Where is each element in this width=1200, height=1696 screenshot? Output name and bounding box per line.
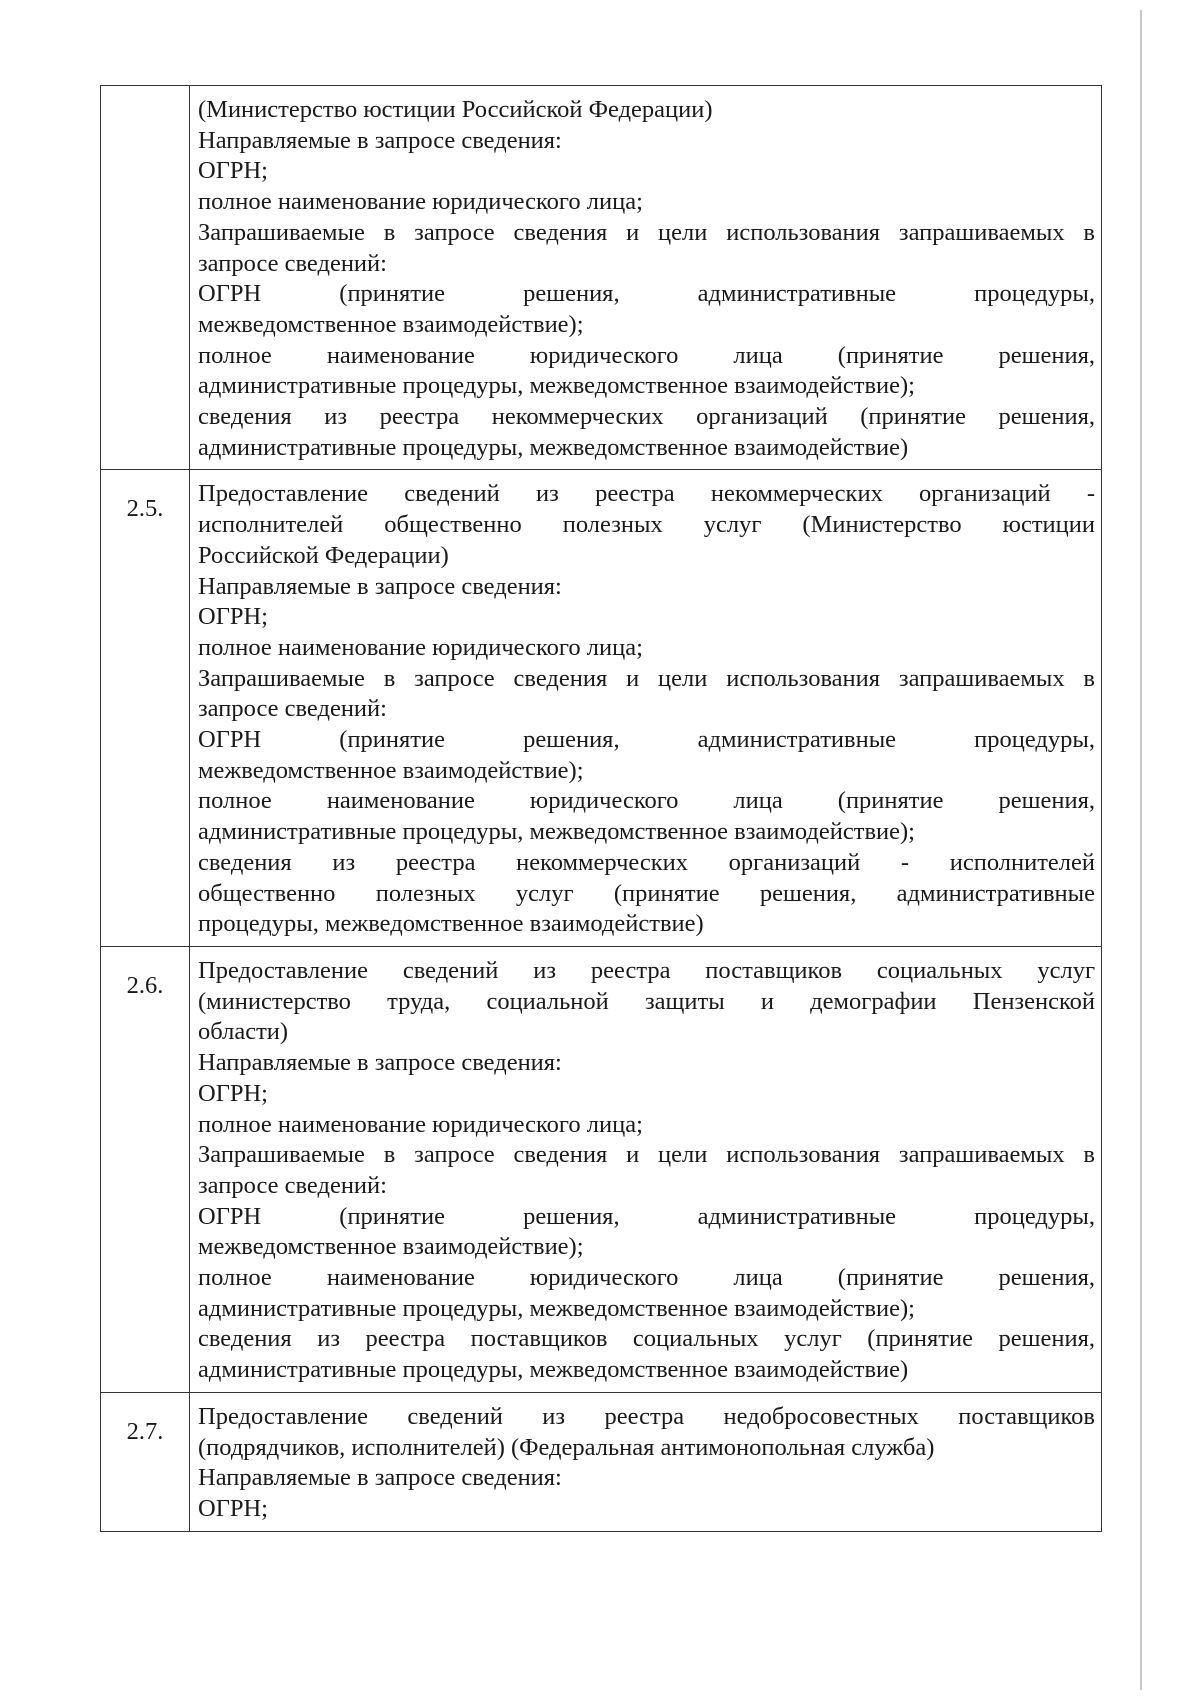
text-line: административные процедуры, межведомственное взаимодействие); — [198, 1294, 915, 1322]
text-line: ОГРН; — [198, 157, 268, 185]
text-line: Российской Федерации) — [198, 541, 449, 569]
text-line: административные процедуры, межведомственное взаимодействие) — [198, 433, 909, 461]
row-number: 2.5. — [101, 470, 190, 947]
text-line: ОГРН; — [198, 603, 268, 631]
text-line: Предоставление сведений из реестра поставщиков социальных услуг — [198, 956, 1095, 984]
table-row — [101, 86, 1102, 470]
text-line: Направляемые в запросе сведения: — [198, 126, 562, 154]
text-line: сведения из реестра поставщиков социальных услуг (принятие решения, — [198, 1325, 1095, 1353]
text-line: Запрашиваемые в запросе сведения и цели использования запрашиваемых в — [198, 218, 1095, 246]
text-line: сведения из реестра некоммерческих организаций - исполнителей — [198, 848, 1095, 876]
row-description — [190, 470, 1102, 947]
text-line: полное наименование юридического лица (принятие решения, — [198, 787, 1095, 815]
text-line: Запрашиваемые в запросе сведения и цели использования запрашиваемых в — [198, 1141, 1095, 1169]
text-line: Направляемые в запросе сведения: — [198, 1464, 562, 1492]
text-line: ОГРН (принятие решения, административные процедуры, — [198, 1202, 1095, 1230]
text-line: процедуры, межведомственное взаимодействие) — [198, 910, 704, 938]
text-line: полное наименование юридического лица; — [198, 188, 643, 216]
row-number — [101, 86, 190, 470]
services-table — [100, 85, 1102, 1532]
text-line: области) — [198, 1018, 289, 1046]
text-line: запросе сведений: — [198, 249, 387, 277]
text-line: межведомственное взаимодействие); — [198, 756, 584, 784]
text-line: полное наименование юридического лица; — [198, 1110, 643, 1138]
table-body — [101, 86, 1102, 1532]
text-line: Направляемые в запросе сведения: — [198, 572, 562, 600]
text-line: (Министерство юстиции Российской Федерации) — [198, 96, 713, 123]
text-line: ОГРН (принятие решения, административные процедуры, — [198, 280, 1095, 308]
table-row — [101, 1392, 1102, 1531]
text-line: сведения из реестра некоммерческих организаций (принятие решения, — [198, 403, 1095, 431]
text-line: ОГРН; — [198, 1079, 268, 1107]
text-line: Направляемые в запросе сведения: — [198, 1049, 562, 1077]
text-line: (подрядчиков, исполнителей) (Федеральная антимонопольная служба) — [198, 1433, 935, 1461]
text-line: Запрашиваемые в запросе сведения и цели использования запрашиваемых в — [198, 664, 1095, 692]
text-line: межведомственное взаимодействие); — [198, 1233, 584, 1261]
text-line: административные процедуры, межведомственное взаимодействие); — [198, 372, 915, 400]
text-line: ОГРН; — [198, 1494, 268, 1522]
table-row — [101, 946, 1102, 1392]
text-line: межведомственное взаимодействие); — [198, 310, 584, 338]
text-line: административные процедуры, межведомственное взаимодействие) — [198, 1356, 909, 1384]
text-line: административные процедуры, межведомственное взаимодействие); — [198, 818, 915, 846]
text-line: исполнителей общественно полезных услуг (Министерство юстиции — [198, 511, 1095, 539]
text-line: ОГРН (принятие решения, административные процедуры, — [198, 726, 1095, 754]
text-line: полное наименование юридического лица (принятие решения, — [198, 1264, 1095, 1292]
row-description — [190, 86, 1102, 470]
text-line: полное наименование юридического лица; — [198, 633, 643, 661]
text-line: Предоставление сведений из реестра некоммерческих организаций - — [198, 480, 1095, 508]
text-line: общественно полезных услуг (принятие решения, административные — [198, 879, 1095, 907]
table-row — [101, 470, 1102, 947]
row-description — [190, 1392, 1102, 1531]
text-line: Предоставление сведений из реестра недобросовестных поставщиков — [198, 1402, 1095, 1430]
text-line: запросе сведений: — [198, 695, 387, 723]
row-number: 2.7. — [101, 1392, 190, 1531]
row-description — [190, 946, 1102, 1392]
text-line: полное наименование юридического лица (принятие решения, — [198, 341, 1095, 369]
row-number: 2.6. — [101, 946, 190, 1392]
page-edge-line — [1140, 10, 1142, 1690]
text-line: запросе сведений: — [198, 1171, 387, 1199]
text-line: (министерство труда, социальной защиты и демографии Пензенской — [198, 987, 1095, 1015]
